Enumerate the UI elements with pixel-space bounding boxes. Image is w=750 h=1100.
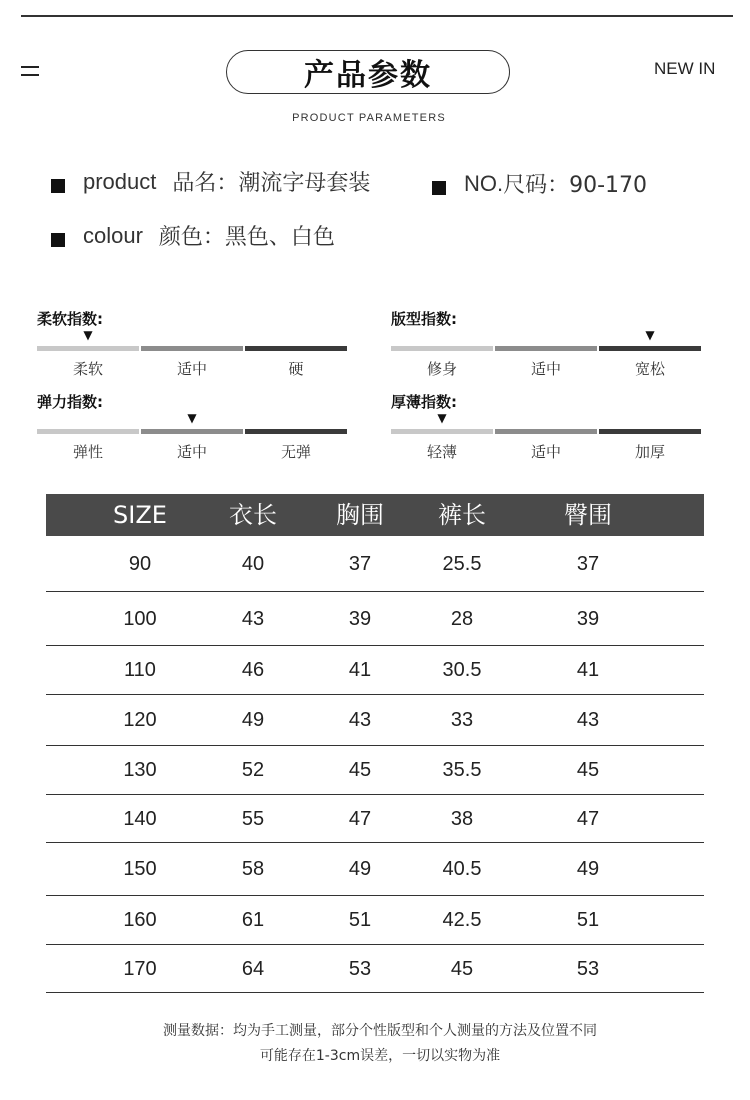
colour-en-label: colour [83, 222, 143, 248]
table-cell: 41 [576, 659, 600, 681]
top-divider [21, 15, 733, 17]
index-scale-segment [37, 346, 139, 351]
product-name-row [51, 166, 370, 197]
table-cell: 38 [450, 808, 474, 830]
table-cell: 37 [576, 553, 600, 575]
table-cell: 41 [348, 659, 372, 681]
index-scale-label: 适中 [176, 360, 207, 378]
index-scale-segment [245, 429, 347, 434]
index-scale-label: 适中 [530, 360, 561, 378]
index-scale-segment [599, 429, 701, 434]
column-header: 裤长 [438, 501, 486, 529]
table-cell: 45 [450, 958, 474, 980]
table-cell: 160 [123, 909, 157, 931]
table-cell: 39 [348, 608, 372, 630]
table-cell: 120 [123, 709, 157, 731]
index-scale-label: 硬 [288, 360, 304, 378]
colour-value: 颜色：黑色、白色 [158, 225, 335, 250]
table-row [46, 695, 704, 746]
index-scale-segment [391, 346, 493, 351]
index-scale-segment [141, 429, 243, 434]
table-cell: 61 [241, 909, 265, 931]
index-scale-label: 轻薄 [426, 443, 457, 461]
table-row [46, 592, 704, 646]
index-scale-label: 加厚 [634, 443, 665, 461]
index-marker-icon: ▼ [83, 328, 93, 342]
index-scale-segment [495, 346, 597, 351]
index-scale-label: 适中 [176, 443, 207, 461]
table-cell: 51 [348, 909, 372, 931]
column-header: SIZE [113, 501, 167, 529]
table-cell: 35.5 [442, 759, 482, 781]
product-en-label: product [83, 168, 157, 194]
menu-icon[interactable] [21, 66, 39, 76]
index-marker-icon: ▼ [437, 411, 447, 425]
index-scale-label: 适中 [530, 443, 561, 461]
table-cell: 37 [348, 553, 372, 575]
table-cell: 47 [348, 808, 372, 830]
measurement-note: 测量数据：均为手工测量，部分个性版型和个人测量的方法及位置不同 [163, 1023, 597, 1039]
table-cell: 46 [241, 659, 265, 681]
table-cell: 39 [576, 608, 600, 630]
table-row [46, 536, 704, 592]
table-row [46, 646, 704, 695]
index-scale-segment [391, 429, 493, 434]
table-cell: 53 [576, 958, 600, 980]
column-header: 胸围 [336, 501, 384, 529]
bullet-square-icon [51, 233, 65, 247]
index-scale-segment [599, 346, 701, 351]
table-cell: 25.5 [442, 553, 482, 575]
table-row [46, 843, 704, 896]
table-cell: 55 [241, 808, 265, 830]
table-cell: 49 [576, 858, 600, 880]
index-scale-segment [37, 429, 139, 434]
table-cell: 53 [348, 958, 372, 980]
size-range-value: 尺码：90-170 [503, 173, 648, 198]
table-cell: 49 [348, 858, 372, 880]
table-cell: 40.5 [442, 858, 482, 880]
table-cell: 43 [348, 709, 372, 731]
column-header: 衣长 [229, 501, 277, 529]
bullet-square-icon [432, 181, 446, 195]
table-cell: 140 [123, 808, 157, 830]
table-row [46, 896, 704, 945]
index-title: 厚薄指数: [391, 393, 457, 411]
table-cell: 110 [124, 659, 156, 681]
table-cell: 130 [123, 759, 157, 781]
column-header: 臀围 [564, 501, 612, 529]
table-cell: 64 [241, 958, 265, 980]
table-cell: 52 [241, 759, 265, 781]
index-title: 柔软指数: [37, 310, 103, 328]
table-cell: 43 [576, 709, 600, 731]
page-subtitle: PRODUCT PARAMETERS [292, 112, 446, 124]
page-title: 产品参数 [226, 50, 510, 94]
index-scale-segment [141, 346, 243, 351]
table-row [46, 795, 704, 843]
index-scale-segment [245, 346, 347, 351]
bullet-square-icon [51, 179, 65, 193]
table-cell: 43 [241, 608, 265, 630]
measurement-note-2: 可能存在1-3cm误差，一切以实物为准 [259, 1048, 501, 1064]
index-scale-label: 弹性 [72, 443, 103, 461]
table-cell: 30.5 [442, 659, 482, 681]
index-title: 弹力指数: [37, 393, 103, 411]
table-cell: 47 [576, 808, 600, 830]
table-cell: 45 [576, 759, 600, 781]
table-cell: 58 [241, 858, 265, 880]
index-scale-label: 柔软 [72, 360, 103, 378]
index-title: 版型指数: [391, 310, 457, 328]
index-marker-icon: ▼ [187, 411, 197, 425]
table-cell: 90 [128, 553, 152, 575]
index-scale-label: 无弹 [280, 443, 311, 461]
size-range-row [432, 168, 647, 199]
table-cell: 150 [123, 858, 157, 880]
size-no-label: NO. [464, 170, 504, 196]
index-scale-label: 宽松 [634, 360, 665, 378]
new-in-badge: NEW IN [654, 59, 716, 78]
table-row [46, 945, 704, 993]
table-row [46, 746, 704, 795]
table-cell: 33 [450, 709, 474, 731]
table-cell: 170 [123, 958, 157, 980]
table-cell: 40 [241, 553, 265, 575]
colour-row [51, 220, 335, 251]
table-cell: 49 [241, 709, 265, 731]
table-cell: 51 [576, 909, 600, 931]
index-marker-icon: ▼ [645, 328, 655, 342]
table-cell: 45 [348, 759, 372, 781]
index-scale-label: 修身 [426, 360, 457, 378]
product-name-value: 品名：潮流字母套装 [172, 171, 371, 196]
table-cell: 42.5 [442, 909, 482, 931]
index-scale-segment [495, 429, 597, 434]
table-cell: 100 [123, 608, 157, 630]
size-table-header [46, 494, 704, 536]
table-cell: 28 [450, 608, 474, 630]
